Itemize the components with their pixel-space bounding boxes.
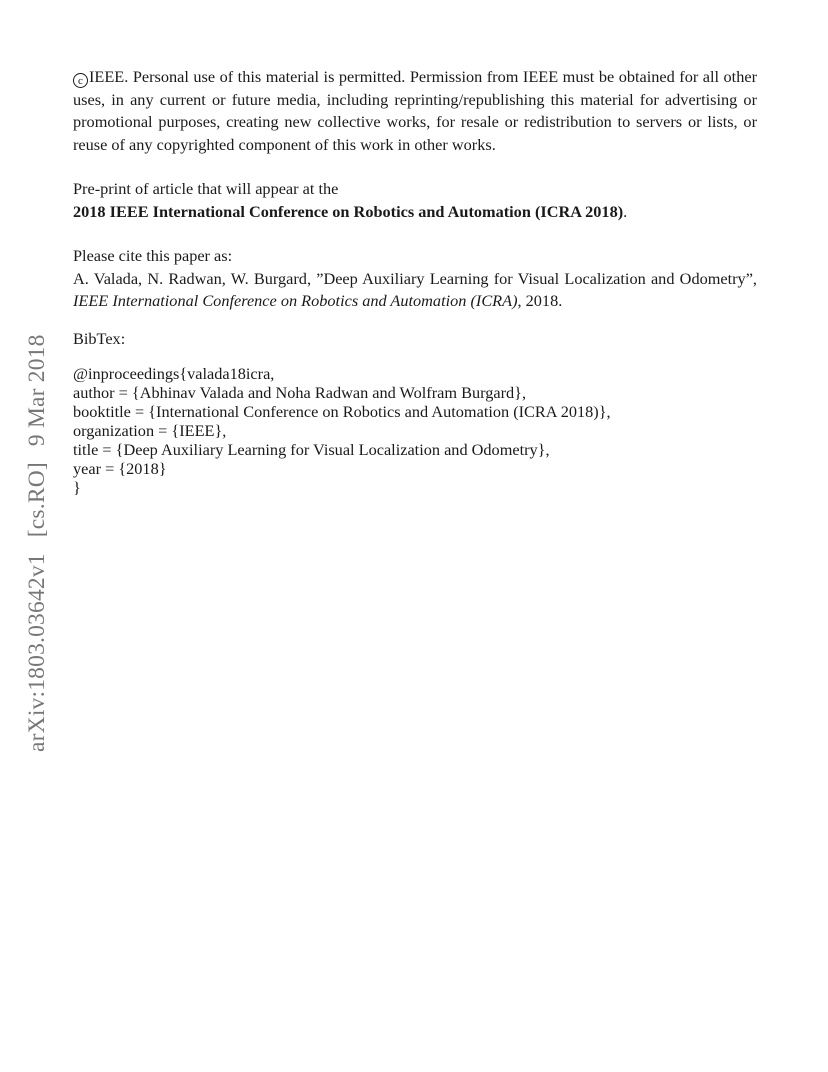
conference-trail: . [623, 201, 628, 221]
citation-authors-title: A. Valada, N. Radwan, W. Burgard, ”Deep Auxiliary Learning for Visual Localization and Odometry”, [73, 268, 757, 288]
arxiv-date: 9 Mar 2018 [24, 334, 50, 447]
citation-venue: IEEE International Conference on Robotics and Automation (ICRA) [73, 291, 518, 310]
citation-year: , 2018. [517, 291, 563, 310]
preprint-line: Pre-print of article that will appear at the [73, 179, 339, 198]
bibtex-line: @inproceedings{valada18icra, [73, 364, 275, 383]
copyright-notice [73, 66, 757, 156]
copyright-text: IEEE. Personal use of this material is permitted. Permission from IEEE must be obtained for all other uses, in any current or future media, including reprinting/republishing this material for advertising or promotional purposes, creating new collective works, for resale or redistribution to servers or lists, or reuse of any copyrighted component of this work in other works. [73, 67, 757, 154]
citation-text [73, 268, 757, 313]
arxiv-category: [cs.RO] [24, 462, 50, 538]
citation-heading: Please cite this paper as: [73, 246, 233, 265]
preprint-info [73, 178, 757, 223]
page-content [73, 66, 757, 497]
citation-block [73, 245, 757, 313]
bibtex-line: booktitle = {International Conference on Robotics and Automation (ICRA 2018)}, [73, 402, 611, 421]
arxiv-id: arXiv:1803.03642v1 [24, 553, 50, 752]
bibtex-line: } [73, 478, 81, 497]
arxiv-side-stamp [24, 282, 51, 752]
bibtex-label: BibTex: [73, 328, 126, 348]
bibtex-line: year = {2018} [73, 459, 167, 478]
copyright-icon: c [73, 73, 88, 88]
bibtex-line: author = {Abhinav Valada and Noha Radwan and Wolfram Burgard}, [73, 383, 527, 402]
bibtex-line: organization = {IEEE}, [73, 421, 227, 440]
bibtex-line: title = {Deep Auxiliary Learning for Visual Localization and Odometry}, [73, 440, 550, 459]
bibtex-entry [73, 364, 757, 497]
conference-name: 2018 IEEE International Conference on Robotics and Automation (ICRA 2018) [73, 201, 624, 221]
